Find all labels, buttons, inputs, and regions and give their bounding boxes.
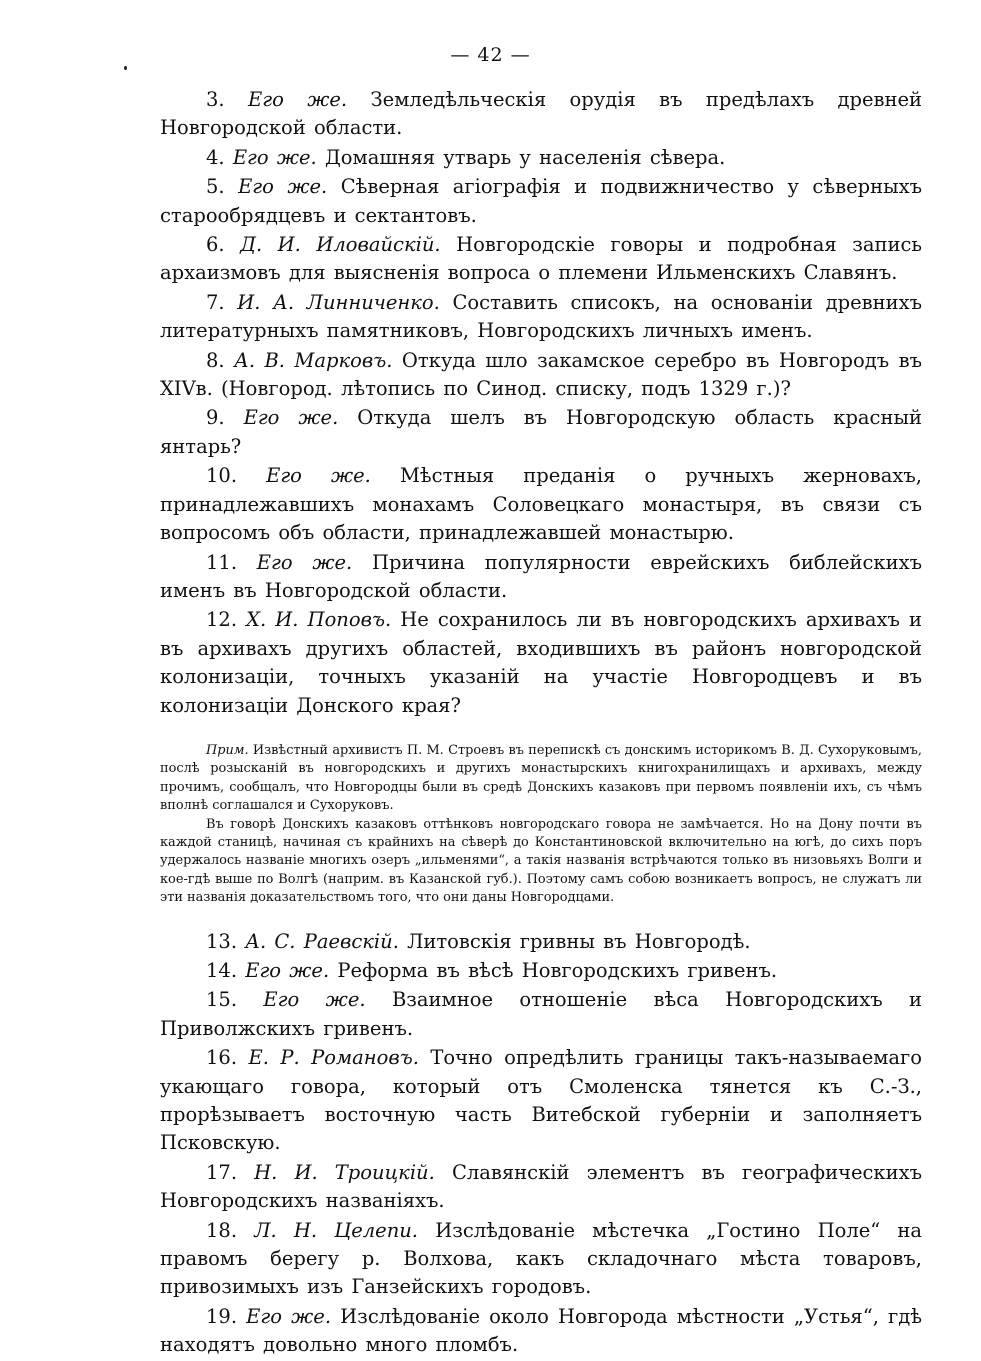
footnote bbox=[160, 742, 922, 908]
list-item bbox=[160, 549, 922, 606]
item-text: Причина популярности еврейскихъ библейскихъ именъ въ Новгородской области. bbox=[160, 550, 923, 602]
item-text: Реформа въ вѣсѣ Новгородскихъ гривенъ. bbox=[337, 959, 778, 982]
list-item bbox=[160, 1159, 922, 1216]
list-item bbox=[160, 1217, 922, 1302]
item-author: Его же. bbox=[256, 550, 353, 574]
list-item bbox=[160, 986, 922, 1043]
item-text: Новгородскіе говоры и подробная запись архаизмовъ для выясненія вопроса о племени Ильменскихъ Славянъ. bbox=[160, 233, 922, 285]
item-number: 15. bbox=[206, 988, 238, 1012]
page-content bbox=[160, 86, 922, 1361]
item-number: 12. bbox=[206, 608, 238, 632]
item-author: Его же. bbox=[245, 959, 330, 982]
list-item bbox=[160, 86, 922, 143]
item-text: Славянскій элементъ въ географическихъ Новгородскихъ названіяхъ. bbox=[160, 1160, 923, 1213]
item-author: Н. И. Троицкій. bbox=[254, 1160, 435, 1184]
item-number: 9. bbox=[206, 406, 225, 430]
item-author: Е. Р. Романовъ. bbox=[248, 1046, 419, 1070]
item-text: Откуда шло закамское серебро въ Новгородъ въ XIVв. (Новгород. лѣтопись по Синод. списку, подъ 1329 г.)? bbox=[160, 348, 923, 401]
page-number: — 42 — bbox=[450, 44, 531, 66]
list-item bbox=[160, 347, 922, 404]
footnote-text-1: Извѣстный архивистъ П. М. Строевъ въ перепискѣ съ донскимъ историкомъ В. Д. Сухоруковымъ, послѣ розысканій въ новгородскихъ и другихъ монастырскихъ книгохранилищахъ и архивахъ, между прочимъ, сообщалъ, что Новгородцы были въ средѣ Донскихъ казаковъ при первомъ появленіи ихъ, съ чѣмъ вполнѣ соглашался и Сухоруковъ. bbox=[160, 742, 922, 814]
list-item bbox=[160, 1044, 922, 1158]
item-author: Его же. bbox=[238, 175, 328, 199]
item-number: 11. bbox=[206, 550, 238, 574]
list-item bbox=[160, 606, 922, 720]
entries-group-b bbox=[160, 928, 922, 1360]
item-number: 7. bbox=[206, 290, 225, 314]
item-author: И. А. Линниченко. bbox=[237, 290, 440, 314]
list-item bbox=[160, 173, 922, 230]
footnote-label: Прим. bbox=[206, 742, 249, 758]
item-author: Его же. bbox=[248, 88, 348, 111]
item-number: 14. bbox=[206, 959, 238, 982]
item-text: Литовскія гривны въ Новгородѣ. bbox=[407, 929, 751, 953]
speck-mark bbox=[124, 66, 127, 70]
item-author: Л. Н. Целепи. bbox=[254, 1218, 419, 1242]
item-text: Взаимное отношеніе вѣса Новгородскихъ и Приволжскихъ гривенъ. bbox=[160, 988, 923, 1040]
item-number: 10. bbox=[206, 464, 238, 488]
list-item bbox=[160, 144, 922, 172]
list-item bbox=[160, 462, 922, 547]
item-number: 5. bbox=[206, 175, 225, 199]
item-text: Не сохранилось ли въ новгородскихъ архивахъ и въ архивахъ другихъ областей, входившихъ въ районъ новгородской колонизаціи, точныхъ указаній на участіе Новгородцевъ и въ колонизаціи Донского края? bbox=[160, 608, 923, 717]
item-text: Точно опредѣлить границы такъ-называемаго укающаго говора, который отъ Смоленска тянется къ С.-З., прорѣзываетъ восточную часть Витебской губерніи и заполняетъ Псковскую. bbox=[160, 1046, 923, 1155]
item-text: Составить списокъ, на основаніи древнихъ литературныхъ памятниковъ, Новгородскихъ личныхъ именъ. bbox=[160, 290, 923, 343]
list-item bbox=[160, 289, 922, 346]
list-item bbox=[160, 928, 922, 956]
item-text: Земледѣльческія орудія въ предѣлахъ древней Новгородской области. bbox=[160, 88, 923, 140]
entries-group-a bbox=[160, 86, 922, 720]
list-item bbox=[160, 404, 922, 461]
item-number: 3. bbox=[206, 88, 225, 111]
item-text: Изслѣдованіе мѣстечка „Гостино Поле“ на правомъ берегу р. Волхова, какъ складочнаго мѣста товаровъ, привозимыхъ изъ Ганзейскихъ городовъ. bbox=[160, 1218, 923, 1299]
item-number: 17. bbox=[206, 1160, 238, 1184]
footnote-paragraph-1 bbox=[160, 742, 922, 816]
item-author: А. В. Марковъ. bbox=[234, 348, 393, 372]
item-author: Его же. bbox=[246, 1304, 332, 1328]
list-item bbox=[160, 231, 922, 288]
item-author: Д. И. Иловайскій. bbox=[240, 233, 441, 257]
item-number: 4. bbox=[206, 145, 225, 169]
item-text: Сѣверная агіографія и подвижничество у сѣверныхъ старообрядцевъ и сектантовъ. bbox=[160, 175, 923, 227]
footnote-paragraph-2: Въ говорѣ Донскихъ казаковъ оттѣнковъ новгородскаго говора не замѣчается. Но на Дону почти въ каждой станицѣ, начиная съ крайнихъ на сѣверѣ до Константиновской включительно на югѣ, до сихъ поръ удержалось названіе многихъ озеръ „ильменями“, а такія названія встрѣчаются только въ низовьяхъ Волги и кое-гдѣ выше по Волгѣ (наприм. въ Казанской губ.). Поэтому самъ собою возникаетъ вопросъ, не служатъ ли эти названія доказательствомъ того, что они даны Новгородцами. bbox=[160, 816, 922, 906]
list-item bbox=[160, 1303, 922, 1360]
item-text: Мѣстныя преданія о ручныхъ жерновахъ, принадлежавшихъ монахамъ Соловецкаго монастыря, въ связи съ вопросомъ объ области, принадлежавшей монастырю. bbox=[160, 464, 923, 545]
item-text: Домашняя утварь у населенія сѣвера. bbox=[324, 145, 726, 169]
item-author: Его же. bbox=[263, 988, 366, 1012]
item-author: А. С. Раевскій. bbox=[245, 929, 399, 953]
item-number: 6. bbox=[206, 233, 225, 257]
item-author: Х. И. Поповъ. bbox=[246, 608, 392, 632]
item-text: Изслѣдованіе около Новгорода мѣстности „Устья“, гдѣ находятъ довольно много пломбъ. bbox=[160, 1304, 923, 1357]
item-number: 13. bbox=[206, 929, 238, 953]
item-number: 8. bbox=[206, 348, 225, 372]
item-author: Его же. bbox=[232, 145, 317, 169]
item-author: Его же. bbox=[266, 464, 371, 488]
item-number: 18. bbox=[206, 1218, 238, 1242]
item-text: Откуда шелъ въ Новгородскую область красный янтарь? bbox=[160, 406, 922, 458]
list-item bbox=[160, 957, 922, 985]
item-number: 19. bbox=[206, 1304, 238, 1328]
item-author: Его же. bbox=[243, 406, 339, 430]
item-number: 16. bbox=[206, 1046, 238, 1070]
